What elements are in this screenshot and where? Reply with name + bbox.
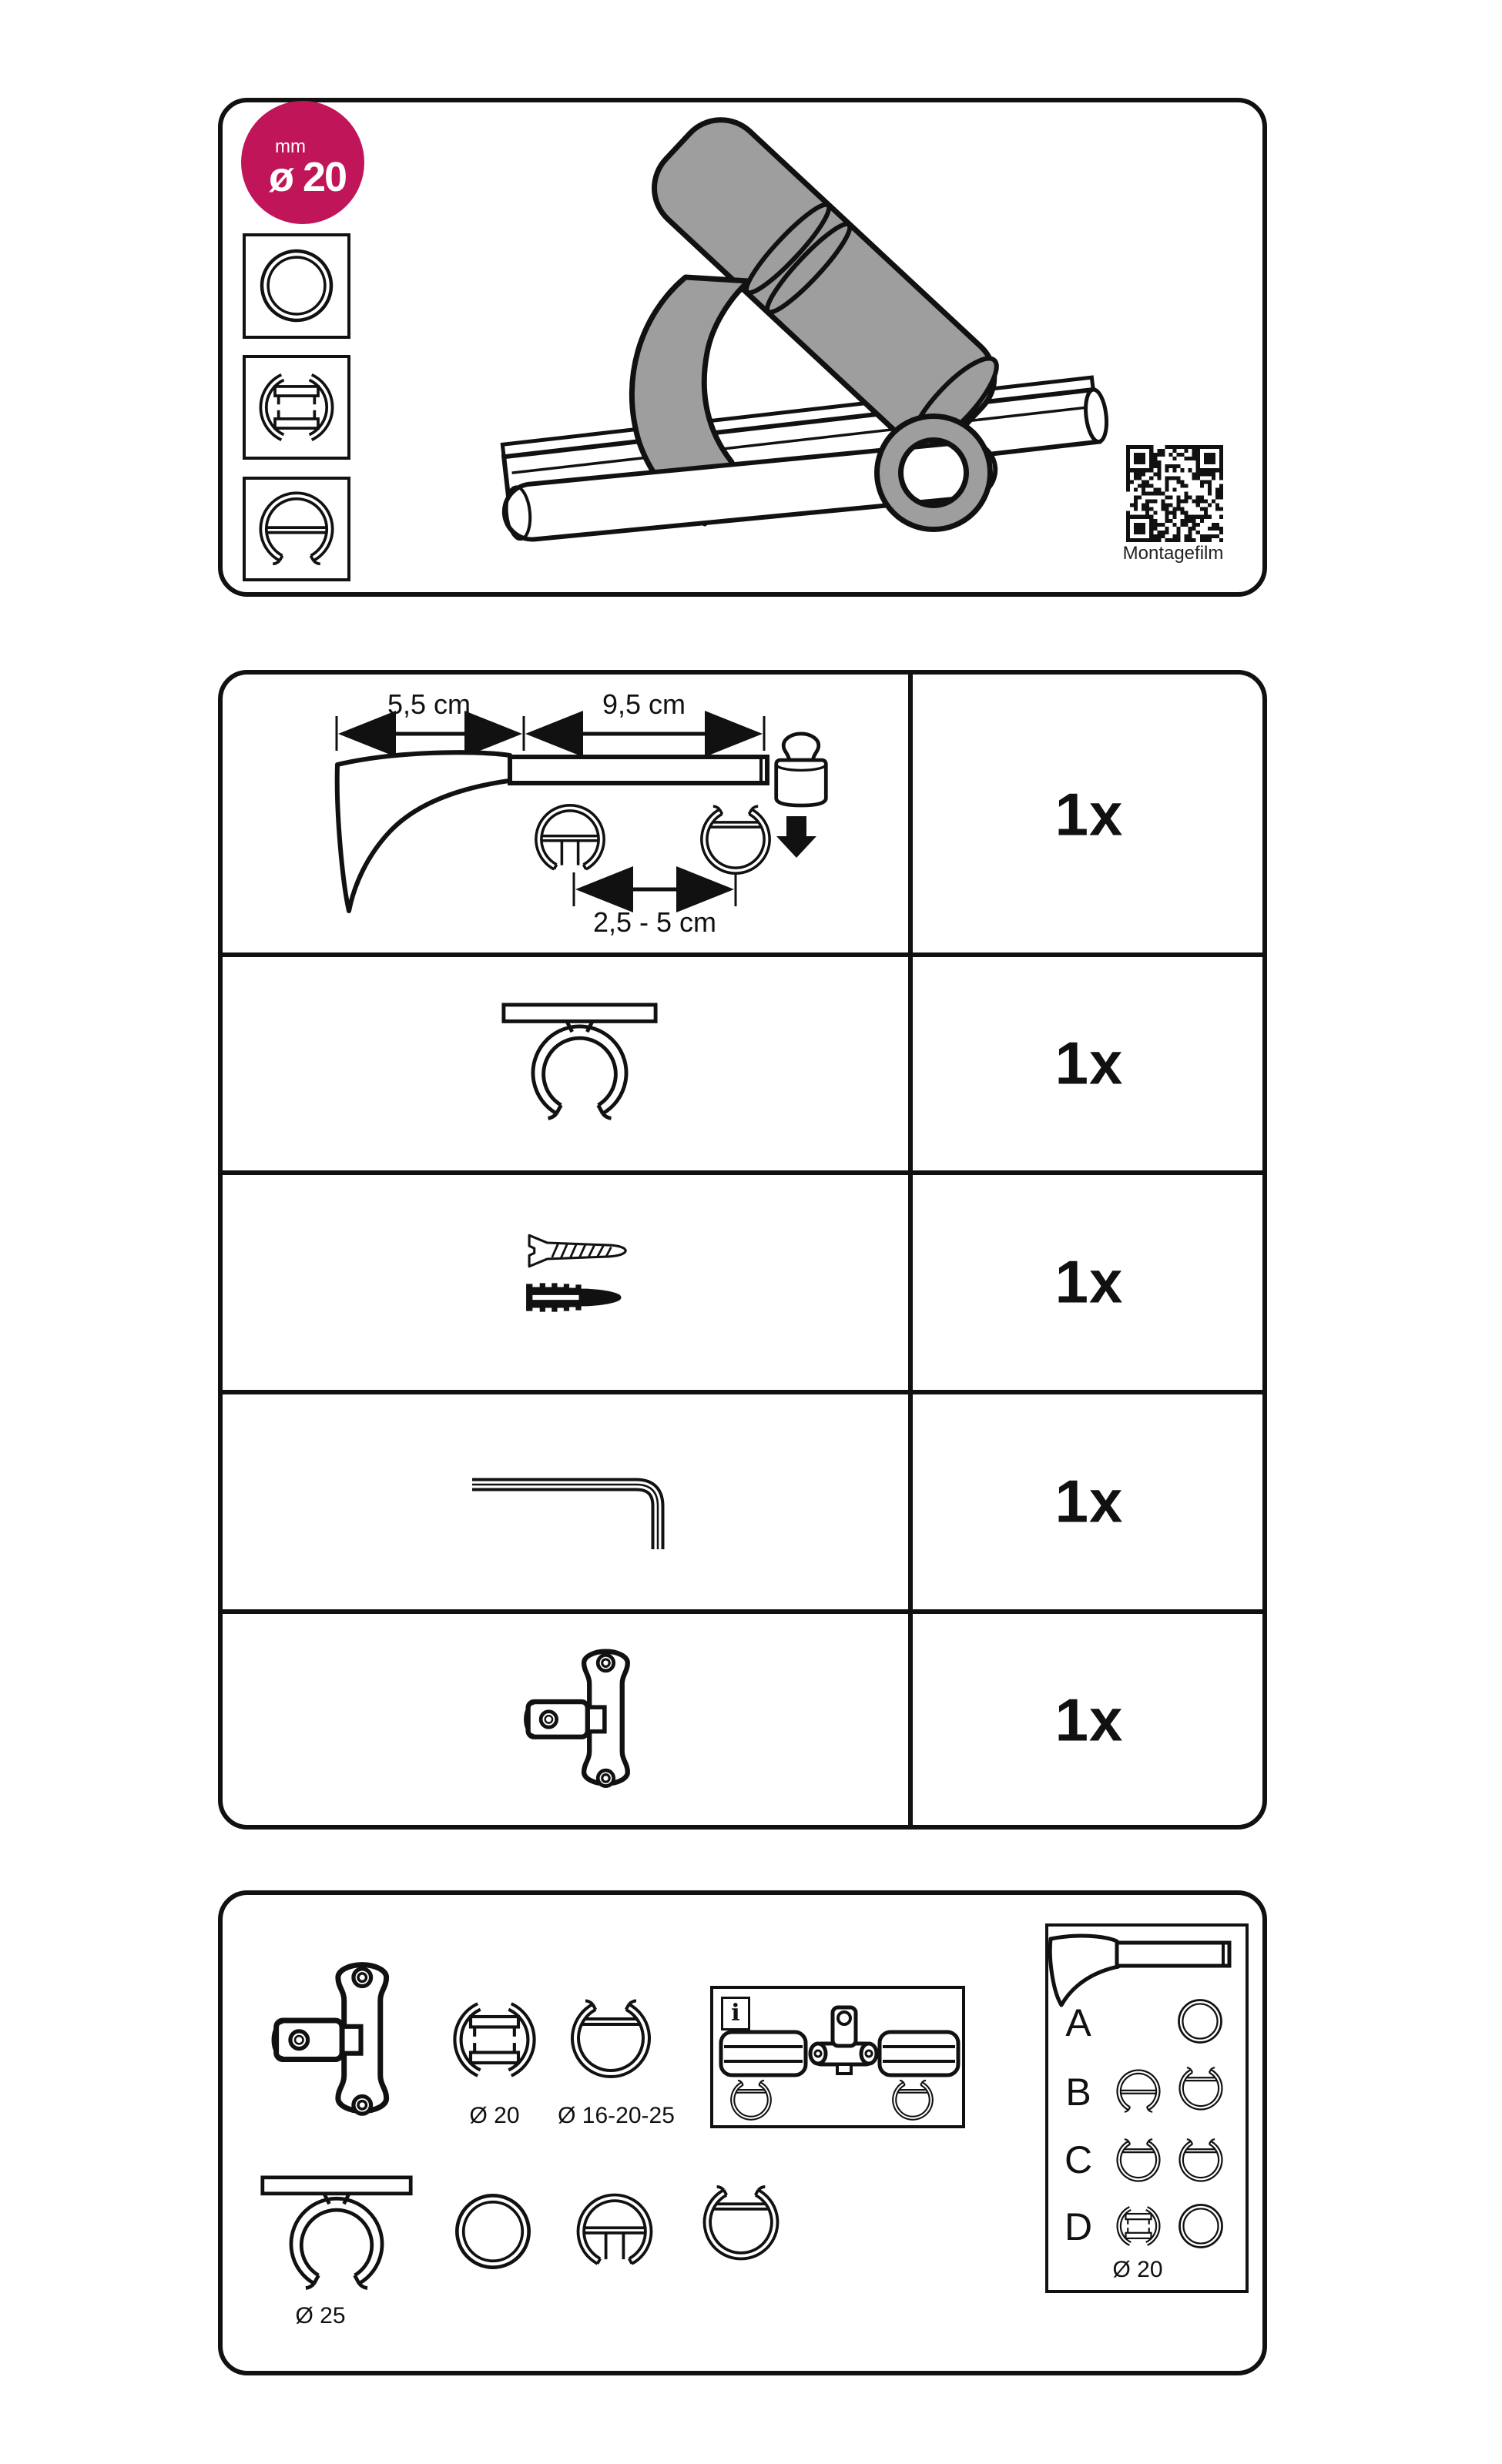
h-profile-icon [454, 2004, 534, 2076]
max-load-line2: 5 kg [785, 790, 817, 808]
info-icon: i [721, 1997, 750, 2030]
legend-b-icon-2 [1180, 2067, 1222, 2109]
ring-c-rail-icon [702, 806, 769, 873]
legend-diameter-label: Ø 20 [1112, 2257, 1163, 2282]
c-profile-icon [572, 2001, 649, 2077]
legend-letter-b: B [1065, 2071, 1091, 2114]
connector-part-icon [525, 1652, 628, 1786]
max-weight-icon [776, 734, 826, 805]
c-rail-profile-icon [260, 493, 332, 564]
plain-ring-icon [457, 2195, 528, 2267]
legend-letter-d: D [1064, 2205, 1093, 2248]
legend-bracket-drawing [1050, 1936, 1229, 2005]
c-profile-label: Ø 16-20-25 [558, 2103, 675, 2128]
h-profile-label: Ø 20 [469, 2103, 520, 2128]
open-bottom-rail-icon [578, 2194, 652, 2263]
qty-row-1: 1x [1054, 780, 1124, 849]
inner-rail-profile-icon [260, 375, 332, 440]
legend-a-ring-icon [1179, 2000, 1222, 2043]
open-top-rail-icon [705, 2187, 778, 2259]
legend-c-icon-1 [1118, 2139, 1160, 2181]
dim-rod-label: 9,5 cm [602, 688, 686, 720]
max-load-line1: max [785, 772, 817, 789]
legend-b-icon-1 [1118, 2070, 1160, 2111]
qty-row-2: 1x [1054, 1029, 1124, 1097]
round-rod-profile-icon [262, 251, 331, 320]
info-diagram [721, 2007, 958, 2120]
legend-letter-c: C [1064, 2138, 1093, 2181]
qr-caption: Montagefilm [1122, 543, 1224, 564]
allen-key-icon [472, 1485, 658, 1549]
bracket-assembly-illustration [502, 102, 1109, 542]
dim-range-label: 2,5 - 5 cm [592, 906, 717, 938]
ring-inner-rail-icon [536, 805, 604, 869]
down-arrow-icon [776, 816, 816, 858]
adapter-25-icon [263, 2178, 411, 2288]
adapter-part-icon [504, 1005, 655, 1118]
dim-wall-label: 5,5 cm [387, 688, 471, 720]
legend-c-icon-2 [1180, 2139, 1222, 2181]
wall-plug-icon [526, 1283, 621, 1311]
adapter-label: Ø 25 [295, 2303, 346, 2328]
qty-row-3: 1x [1054, 1247, 1124, 1316]
badge-unit-label: mm [275, 136, 306, 157]
qty-row-4: 1x [1054, 1467, 1124, 1535]
qty-row-5: 1x [1054, 1686, 1124, 1754]
bracket-rod [510, 757, 767, 783]
badge-diameter-label: ø 20 [269, 154, 347, 200]
wall-plate [337, 752, 515, 911]
legend-d-icon-2 [1180, 2205, 1222, 2248]
screw-icon [529, 1235, 625, 1266]
row1-bracket-drawing [337, 716, 826, 911]
connector-accessory-icon [273, 1965, 386, 2114]
legend-d-icon-1 [1118, 2207, 1160, 2245]
legend-letter-a: A [1065, 2001, 1091, 2044]
